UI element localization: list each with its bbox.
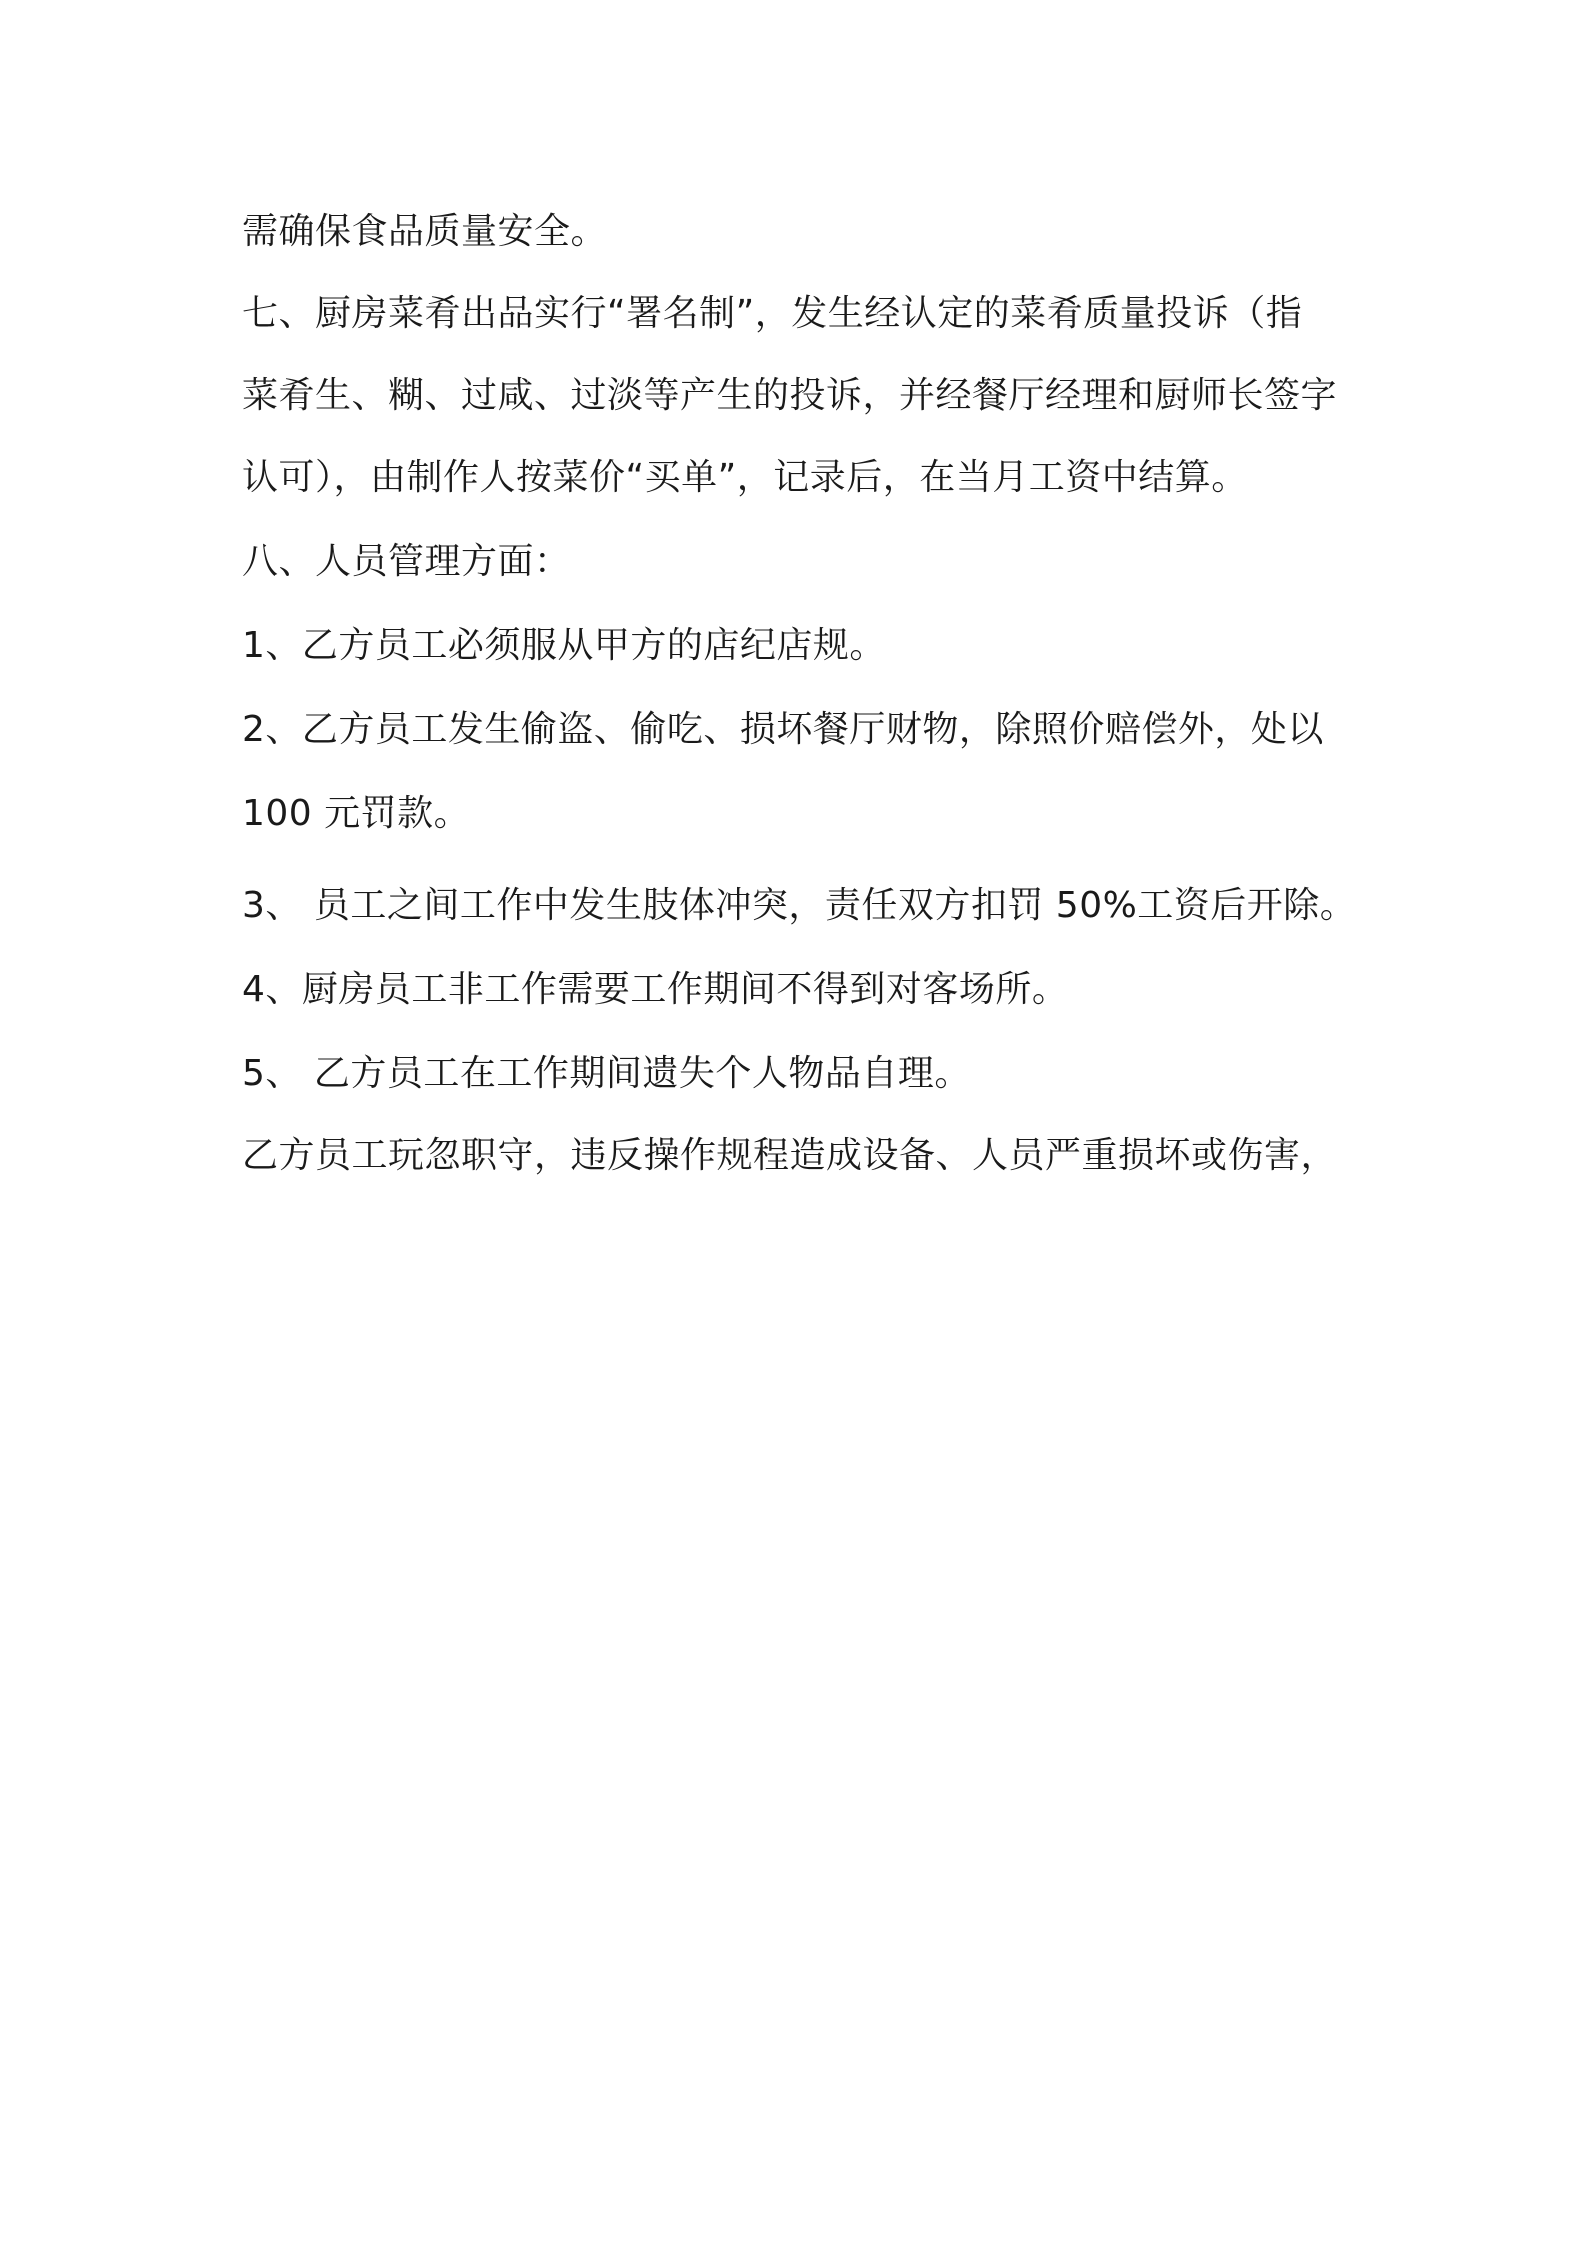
text-line-1: 需确保食品质量安全。: [242, 211, 608, 252]
text-line-10: 4、厨房员工非工作需要工作期间不得到对客场所。: [242, 969, 1069, 1010]
text-line-2: 七、厨房菜肴出品实行“署名制”，发生经认定的菜肴质量投诉（指: [242, 293, 1303, 334]
text-line-8: 100 元罚款。: [242, 793, 471, 834]
text-line-7: 2、乙方员工发生偷盗、偷吃、损坏餐厅财物，除照价赔偿外，处以: [242, 709, 1324, 750]
text-line-5: 八、人员管理方面：: [242, 541, 571, 582]
text-line-11: 5、 乙方员工在工作期间遗失个人物品自理。: [242, 1053, 971, 1094]
text-line-4: 认可），由制作人按菜价“买单”，记录后，在当月工资中结算。: [242, 457, 1248, 498]
text-line-12: 乙方员工玩忽职守，违反操作规程造成设备、人员严重损坏或伤害，: [242, 1135, 1338, 1176]
text-line-3: 菜肴生、糊、过咸、过淡等产生的投诉，并经餐厅经理和厨师长签字: [242, 375, 1338, 416]
text-line-9: 3、 员工之间工作中发生肢体冲突，责任双方扣罚 50%工资后开除。: [242, 885, 1357, 926]
text-line-6: 1、乙方员工必须服从甲方的店纪店规。: [242, 625, 886, 666]
